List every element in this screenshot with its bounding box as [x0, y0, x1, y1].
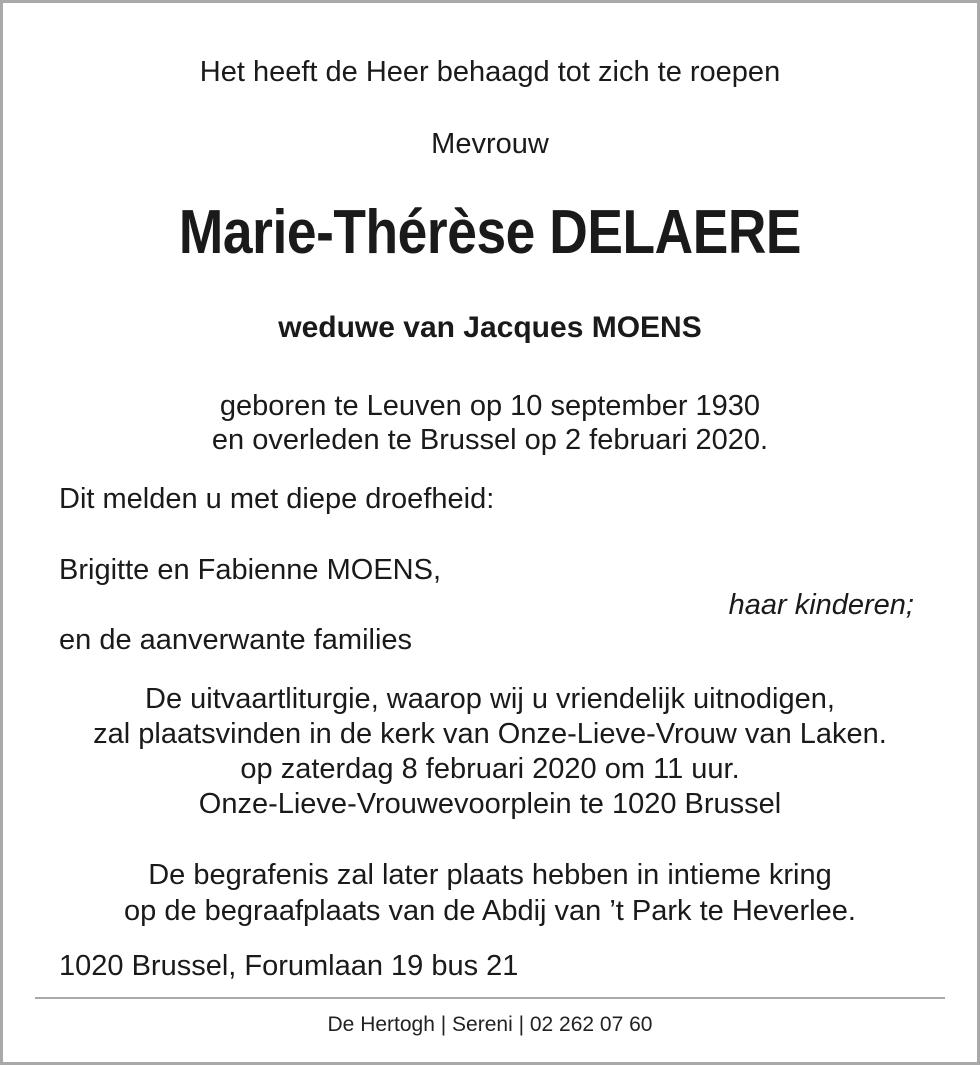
liturgy-line: De uitvaartliturgie, waarop wij u vriendelijk uitnodigen, [145, 683, 835, 715]
deceased-name: Marie-Thérèse DELAERE [178, 198, 802, 267]
death-line: en overleden te Brussel op 2 februari 2020. [211, 424, 769, 456]
liturgy-line: Onze-Lieve-Vrouwevoorplein te 1020 Brussel [198, 788, 782, 820]
burial-line: De begrafenis zal later plaats hebben in intieme kring [148, 859, 832, 891]
address: 1020 Brussel, Forumlaan 19 bus 21 [59, 950, 519, 982]
funeral-home-footer: De Hertogh | Sereni | 02 262 07 60 [327, 1013, 653, 1036]
footer-divider [35, 997, 945, 999]
burial-line: op de begraafplaats van de Abdij van ’t Park te Heverlee. [124, 895, 856, 927]
liturgy-line: op zaterdag 8 februari 2020 om 11 uur. [240, 753, 740, 785]
honorific: Mevrouw [431, 128, 549, 160]
children-names: Brigitte en Fabienne MOENS, [59, 554, 442, 586]
widow-of: weduwe van Jacques MOENS [278, 311, 702, 344]
families: en de aanverwante families [59, 624, 413, 656]
birth-line: geboren te Leuven op 10 september 1930 [219, 390, 761, 422]
liturgy-line: zal plaatsvinden in de kerk van Onze-Lieve-Vrouw van Laken. [93, 718, 887, 750]
intro-text: Het heeft de Heer behaagd tot zich te roepen [199, 56, 781, 88]
children-relation: haar kinderen; [728, 589, 914, 621]
announcement: Dit melden u met diepe droefheid: [59, 483, 495, 515]
